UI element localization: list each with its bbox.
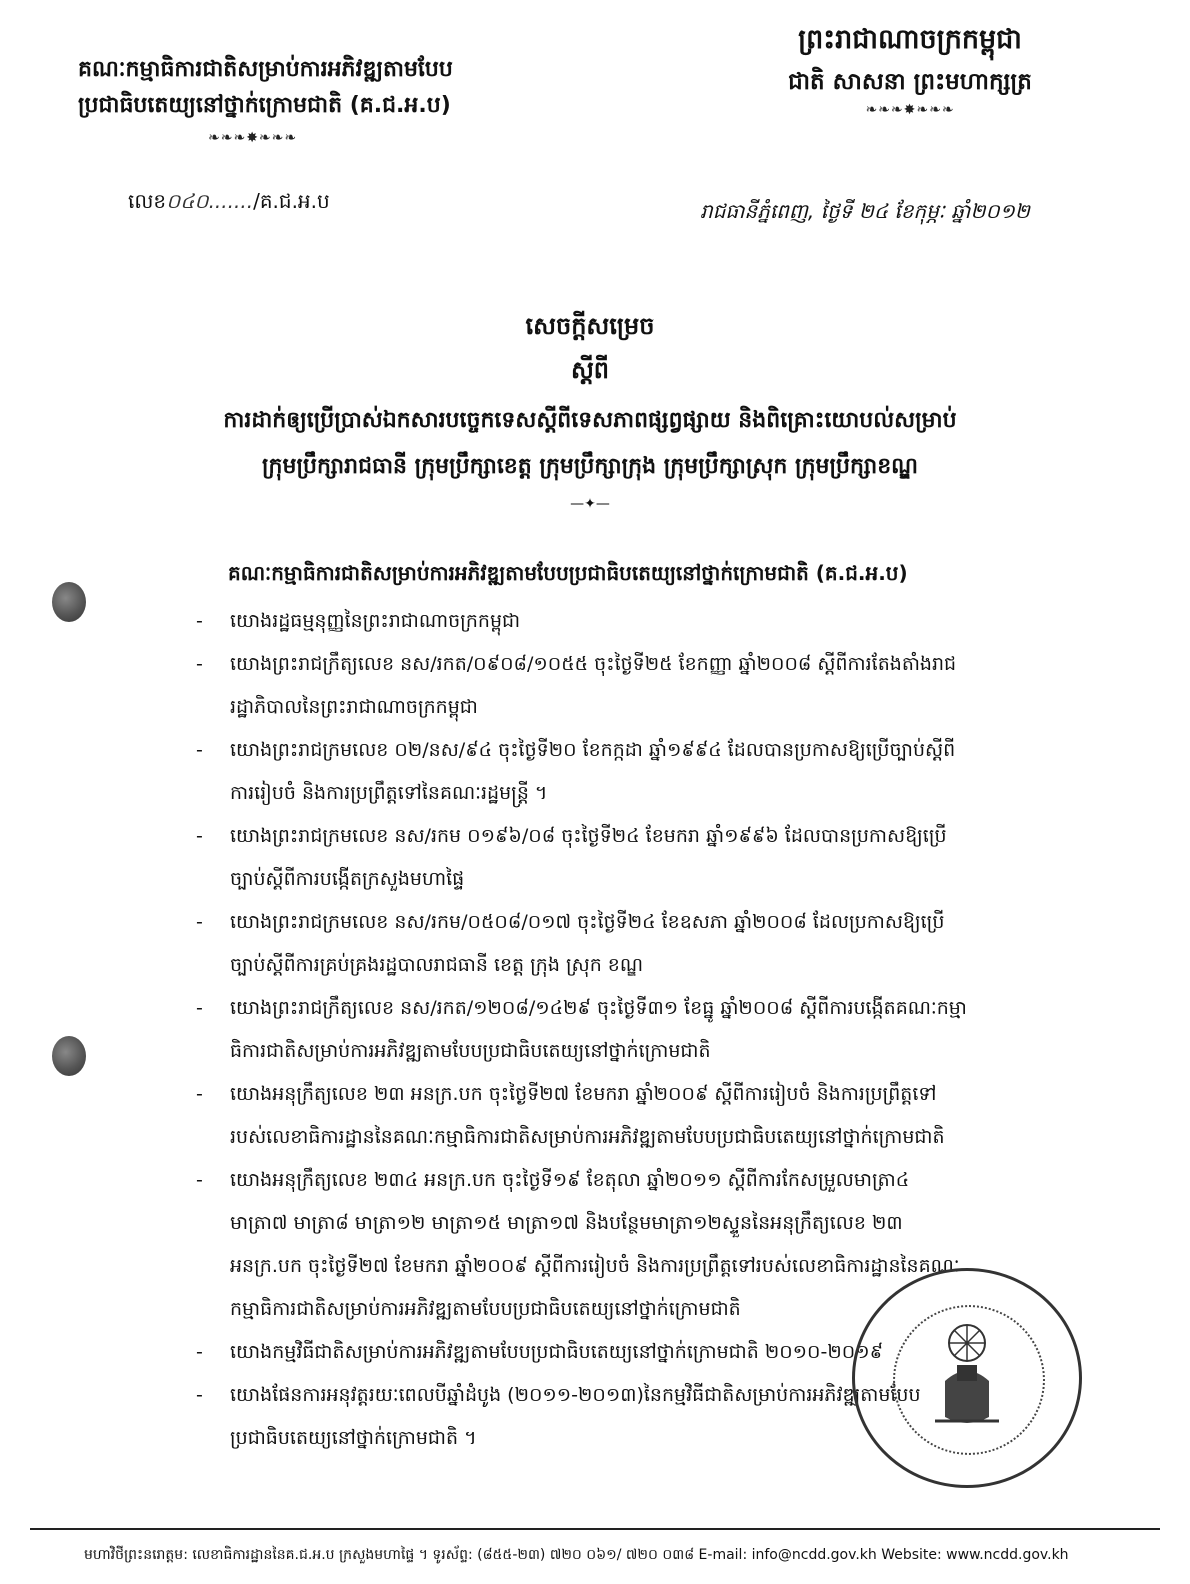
recital-item: - យោងព្រះរាជក្រមលេខ នស/រកម ០១៩៦/០៨ ចុះថ្ងៃទី២៤ ខែមករា ឆ្នាំ១៩៩៦ ដែលបានប្រកាសឱ្យប្រើ ច្បាប់ស្ដីពីការបង្កើតក្រសួងមហាផ្ទៃ bbox=[196, 825, 947, 890]
issuer-line-1: គណៈកម្មាធិការជាតិសម្រាប់ការអភិវឌ្ឍតាមបែប bbox=[78, 57, 453, 82]
recital-item: - យោងអនុក្រឹត្យលេខ ២៣៤ អនក្រ.បក ចុះថ្ងៃទី១៩ ខែតុលា ឆ្នាំ២០១១ ស្ដីពីការកែសម្រួលមាត្រា៤ មាត្រា៧ មាត្រា៨ មាត្រា១២ មាត្រា១៥ មាត្រា១៧ និងបន្ថែមមាត្រា១២ស្ទួននៃអនុក្រឹត្យលេខ ២៣ អនក្រ.បក ចុះថ្ងៃទី២៧ ខែមករា ឆ្នាំ២០០៩ ស្ដីពីការរៀបចំ និងការប្រព្រឹត្តទៅរបស់លេខាធិការដ្ឋាននៃគណៈ កម្មាធិការជាតិសម្រាប់ការអភិវឌ្ឍតាមបែបប្រជាធិបតេយ្យនៅថ្នាក់ក្រោមជាតិ bbox=[196, 1169, 960, 1320]
footer-contact: មហាវិថីព្រះនរោត្តម: លេខាធិការដ្ឋាននៃគ.ជ.អ.ប ក្រសួងមហាផ្ទៃ ។ ទូរស័ព្ទ: (៨៥៥-២៣) ៧២០ ០៦១/ ៧២០ ០៣៨ E-mail: info@ncdd.gov.kh Website: www.ncdd.gov.kh bbox=[84, 1547, 1069, 1563]
recital-item: - យោងរដ្ឋធម្មនុញ្ញនៃព្រះរាជាណាចក្រកម្ពុជា bbox=[196, 610, 521, 632]
title-subject-line-2: ក្រុមប្រឹក្សារាជធានី ក្រុមប្រឹក្សាខេត្ត ក្រុមប្រឹក្សាក្រុង ក្រុមប្រឹក្សាស្រុក ក្រុមប្រឹក្សាខណ្ឌ bbox=[261, 454, 919, 479]
issuer-ornament: ❧❧❧✸❧❧❧ bbox=[208, 130, 298, 146]
national-motto: ជាតិ សាសនា ព្រះមហាក្សត្រ bbox=[788, 69, 1032, 95]
title-decision: សេចក្ដីសម្រេច bbox=[525, 312, 655, 340]
recital-item: - យោងព្រះរាជក្រឹត្យលេខ នស/រកត/១២០៨/១៤២៩ ចុះថ្ងៃទី៣១ ខែធ្នូ ឆ្នាំ២០០៨ ស្ដីពីការបង្កើតគណៈកម្មា ធិការជាតិសម្រាប់ការអភិវឌ្ឍតាមបែបប្រជាធិបតេយ្យនៅថ្នាក់ក្រោមជាតិ bbox=[196, 997, 967, 1062]
punch-hole-top bbox=[52, 582, 86, 622]
recital-item: - យោងផែនការអនុវត្តរយៈពេលបីឆ្នាំដំបូង (២០១១-២០១៣)នៃកម្មវិធីជាតិសម្រាប់ការអភិវឌ្ឍតាមបែប ប្រជាធិបតេយ្យនៅថ្នាក់ក្រោមជាតិ ។ bbox=[196, 1384, 921, 1449]
recital-item: - យោងកម្មវិធីជាតិសម្រាប់ការអភិវឌ្ឍតាមបែបប្រជាធិបតេយ្យនៅថ្នាក់ក្រោមជាតិ ២០១០-២០១៩ bbox=[196, 1341, 884, 1363]
footer-divider bbox=[30, 1528, 1160, 1530]
title-divider: —✦— bbox=[570, 496, 610, 512]
punch-hole-bottom bbox=[52, 1036, 86, 1076]
official-seal-stamp bbox=[852, 1268, 1082, 1488]
issuing-authority: គណៈកម្មាធិការជាតិសម្រាប់ការអភិវឌ្ឍតាមបែបប្រជាធិបតេយ្យនៅថ្នាក់ក្រោមជាតិ (គ.ជ.អ.ប) bbox=[228, 561, 908, 585]
ref-handwritten: ០៤០....... bbox=[166, 189, 254, 213]
kingdom-motto-block bbox=[720, 18, 1100, 118]
title-subject-line-1: ការដាក់ឲ្យប្រើប្រាស់ឯកសារបច្ចេកទេសស្ដីពីទេសភាពផ្សព្វផ្សាយ និងពិគ្រោះយោបល់សម្រាប់ bbox=[223, 408, 957, 433]
place-date: រាជធានីភ្នំពេញ, ថ្ងៃទី ២៤ ខែកុម្ភៈ ឆ្នាំ២០១២ bbox=[700, 199, 1030, 223]
motto-ornament: ❧❧❧✸❧❧❧ bbox=[865, 102, 955, 118]
reference-number bbox=[128, 188, 330, 218]
title-on: ស្ដីពី bbox=[570, 356, 610, 384]
recital-item: - យោងអនុក្រឹត្យលេខ ២៣ អនក្រ.បក ចុះថ្ងៃទី២៧ ខែមករា ឆ្នាំ២០០៩ ស្ដីពីការរៀបចំ និងការប្រព្រឹត្តទៅ របស់លេខាធិការដ្ឋាននៃគណៈកម្មាធិការជាតិសម្រាប់ការអភិវឌ្ឍតាមបែបប្រជាធិបតេយ្យនៅថ្នាក់ក្រោមជាតិ bbox=[196, 1083, 945, 1148]
recital-item: - យោងព្រះរាជក្រមលេខ ០២/នស/៩៤ ចុះថ្ងៃទី២០ ខែកក្កដា ឆ្នាំ១៩៩៤ ដែលបានប្រកាសឱ្យប្រើច្បាប់ស្ដីពី ការរៀបចំ និងការប្រព្រឹត្តទៅនៃគណៈរដ្ឋមន្ត្រី ។ bbox=[196, 739, 956, 804]
ref-prefix: លេខ bbox=[128, 189, 167, 213]
document-title bbox=[180, 306, 1000, 512]
issuer-line-2: ប្រជាធិបតេយ្យនៅថ្នាក់ក្រោមជាតិ (គ.ជ.អ.ប) bbox=[78, 93, 451, 118]
recital-item: - យោងព្រះរាជក្រឹត្យលេខ នស/រកត/០៩០៨/១០៥៥ ចុះថ្ងៃទី២៥ ខែកញ្ញា ឆ្នាំ២០០៨ ស្ដីពីការតែងតាំងរាជ រដ្ឋាភិបាលនៃព្រះរាជាណាចក្រកម្ពុជា bbox=[196, 653, 957, 718]
issuer-block bbox=[78, 52, 518, 146]
kingdom-name: ព្រះរាជាណាចក្រកម្ពុជា bbox=[798, 24, 1022, 55]
ref-suffix: /គ.ជ.អ.ប bbox=[253, 189, 330, 213]
recital-item: - យោងព្រះរាជក្រមលេខ នស/រកម/០៥០៨/០១៧ ចុះថ្ងៃទី២៤ ខែឧសភា ឆ្នាំ២០០៨ ដែលប្រកាសឱ្យប្រើ ច្បាប់ស្ដីពីការគ្រប់គ្រងរដ្ឋបាលរាជធានី ខេត្ត ក្រុង ស្រុក ខណ្ឌ bbox=[196, 911, 945, 976]
royal-emblem-icon bbox=[925, 1321, 1009, 1431]
